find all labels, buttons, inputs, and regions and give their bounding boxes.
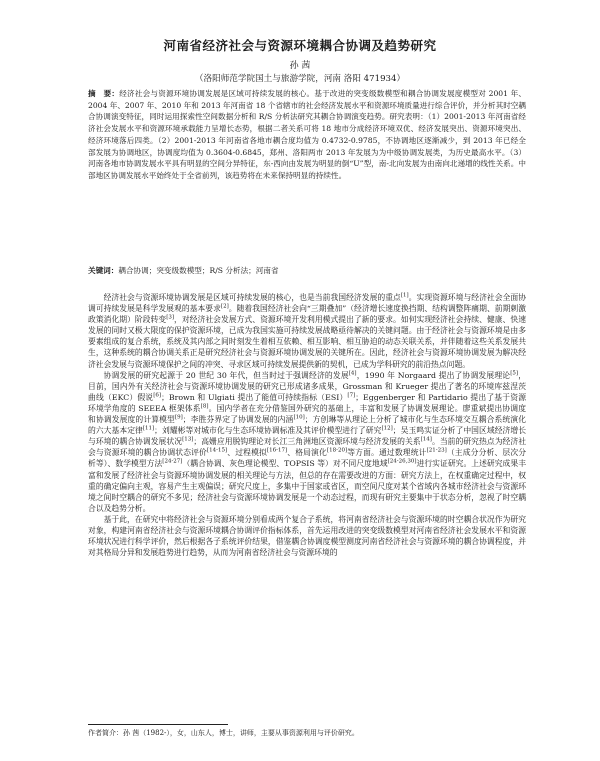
citation: [12] [381,425,393,432]
body-text-segment: ，对经济社会发展方式、资源环境开发利用模式提出了新的要求。如何实现经济社会持续、健康、快速发展的同时又极大限度的保护资源环境，已成为我国实施可持续发展战略亟待解决的关键问题。由于经济社会与资源环境是由多要素组成的复合系统，系统及其内部之间时刻发生着相互依赖、相互影响、相互胁迫的动态关联关系，并伴随着这些关系发展共生，这种系统的耦合协调关系正是研究经济社会与资源环境协调发展的关键所在。因此，经济社会与资源环境协调发展为解决经济社会发展与资源环境保护之间的冲突、寻求区域可持续发展提供新的契机，已成为学科研究的前沿热点问题。 [88,315,526,369]
paper-title: 河南省经济社会与资源环境耦合协调及趋势研究 [163,38,437,53]
body-text-segment: ；Eggenberger 和 Partidario 提出了基于资源环境学角度的 SEEEA 框架体系 [88,392,526,413]
body-text-segment: 。随着我国经济社会向“三期叠加”（经济增长速度换挡期、结构调整阵痛期、前期刺激政策消化期）阶段转变 [88,304,527,325]
body-text-segment: ；高姗应用脱钩理论对长江三角洲地区资源环境与经济发展的关系 [193,437,421,447]
citation: [24-26,30] [387,458,417,465]
body-text-segment: ，1990 年 Norgaard 提出了协调发展理论 [356,370,511,380]
citation: [10] [293,414,305,421]
body-text-segment: （主成分分析、层次分析等）、数学模型方法 [88,448,527,469]
abstract-label: 摘 要： [88,89,120,98]
body-text-segment: ；刘耀彬等对城市化与生态环境协调标准及其评价模型进行了研究 [154,426,382,436]
citation: [8] [200,403,209,410]
citation: [18-20] [326,447,348,454]
abstract-text: 经济社会与资源环境协调发展是区域可持续发展的核心。基于改进的突变级数模型和耦合协调发展度模型对 2001 年、2004 年、2007 年、2010 年和 2013 年河南省 18 个省辖市的社会经济发展水平和资源环境质量进行综合评价，并分析其时空耦合协调演变特征，同时运用探索性空间数据分析和 R/S 分析法研究其耦合协调演变趋势。研究表明：（1）2001-2013 年河南省经济社会发展水平和资源环境承载能力呈增长态势，根据二者关系可将 18 地市分成经济环境双优、经济发展突出、资源环境突出、经济环境落后四类。（2）2001-2013 年河南省各地市耦合度均值为 0.4732-0.9785，不协调地区逐渐减少，到 2013 年已经全部发展为协调地区，协调度均值为 0.3604-0.6845，郑州、洛阳两市 2013 年发展为为中级协调发展类，为历史最高水平。（3）河南各地市协调发展水平具有明显的空间分异特征，东-西向由发展为明显的倒“U”型，南-北向发展为由南向北递增的线性关系。中部地区协调发展水平始终处于全省前列，该趋势将在未来保持明显的持续性。 [88,89,526,180]
body-text [88,292,526,558]
citation: [4] [348,370,357,377]
citation: [5] [510,370,519,377]
citation: [14-15] [207,447,228,454]
body-text-segment: 。实现资源环境与经济社会全面协调可持续发展是科学发展观的基本要求 [88,293,526,314]
citation: [16-17] [266,447,288,454]
body-text-segment: ；李胜芬界定了协调发展的内涵 [182,415,294,425]
body-text-segment: 、格局演化 [287,448,327,458]
footnote: 作者简介：孙 茜（1982-），女，山东人，博士，讲师，主要从事资源利用与评价研究。 [88,729,359,737]
author-name: 孙 茜 [289,61,311,71]
citation: [9] [174,414,183,421]
body-text-segment: ；方创琳等从理论上分析了城市化与生态环境交互耦合系统演化的六大基本定律 [88,415,527,436]
citation: [13] [182,436,194,443]
keywords-label: 关键词： [88,266,119,275]
body-text-segment: ；吴玉鸣实证分析了中国区域经济增长与环境的耦合协调发展状况 [88,426,527,447]
body-text-segment: 。国内学者在充分借鉴国外研究的基础上，丰富和发展了协调发展理论。廖重斌提出协调度和协调发展度的计算模型 [88,403,526,425]
body-text-segment: 。当前的研究热点为经济社会与资源环境的耦合协调状态评价 [88,437,527,458]
keywords-text: 耦合协调；突变级数模型；R/S 分析法；河南省 [118,266,279,275]
body-text-segment: 进行实证研究。上述研究成果丰富和发展了经济社会与资源环境协调发展的相关理论与方法，但总的存在需要改进的方面：研究方法上，在权重确定过程中，权重的确定偏向主观，容易产生主观偏误；研究尺度上，多集中于国家或省区，而空间尺度对某个省域内各城市经济社会与资源环境之间时空耦合的研究不多见；经济社会与资源环境协调发展是一个动态过程，而现有研究主要集中于状态分析，忽视了时空耦合以及趋势分析。 [88,459,526,513]
citation: [3] [166,314,175,321]
body-text-segment: ；Brown 和 Ulgiati 提出了能值可持续指标（ESI） [161,392,348,402]
body-paragraph-3: 基于此，在研究中将经济社会与资源环境分别看成两个复合子系统，将河南省经济社会与资源环境的时空耦合状况作为研究对象，构建河南省经济社会与资源环境耦合协调评价指标体系，首先运用改进的突变级数模型对河南省经济社会发展水平和资源环境状况进行科学评价，然后根据各子系统评价结果，借鉴耦合协调度模型测度河南省经济社会与资源环境的耦合协调程度，并对其格局分异和发展趋势进行趋势，从而为河南省经济社会与资源环境的 [88,514,526,558]
author-affiliation: （洛阳师范学院国土与旅游学院，河南 洛阳 471934） [194,74,406,84]
body-text-segment: ，目前，国内外有关经济社会与资源环境协调发展的研究已形成诸多成果，Grossman 和 Krueger 提出了著名的环境库兹涅茨曲线（EKC）假说 [88,370,527,402]
abstract [88,88,526,182]
body-paragraph-2 [88,370,526,514]
body-text-segment: 协调发展的研究起源于 20 世纪 30 年代，但当时过于强调经济的发展 [103,370,349,380]
keywords [88,265,526,276]
citation: [2] [220,303,229,310]
citation: [11] [142,425,155,432]
citation: [21-23] [426,447,447,454]
citation: [6] [153,392,162,399]
citation: [7] [347,392,356,399]
body-paragraph-1 [88,292,526,370]
footnote-rule [88,724,228,725]
body-text-segment: （耦合协调、灰色理论模型、TOPSIS 等）对不同尺度地域 [182,459,388,469]
body-text-segment: 经济社会与资源环境协调发展是区域可持续发展的核心，也是当前我国经济发展的重点 [103,293,401,302]
citation: [14] [420,436,432,443]
body-text-segment: 、过程模拟 [227,448,267,458]
body-text-segment: 等方面。通过数理统计 [347,448,427,458]
citation: [24-27] [162,458,183,465]
citation: [1] [400,292,409,299]
